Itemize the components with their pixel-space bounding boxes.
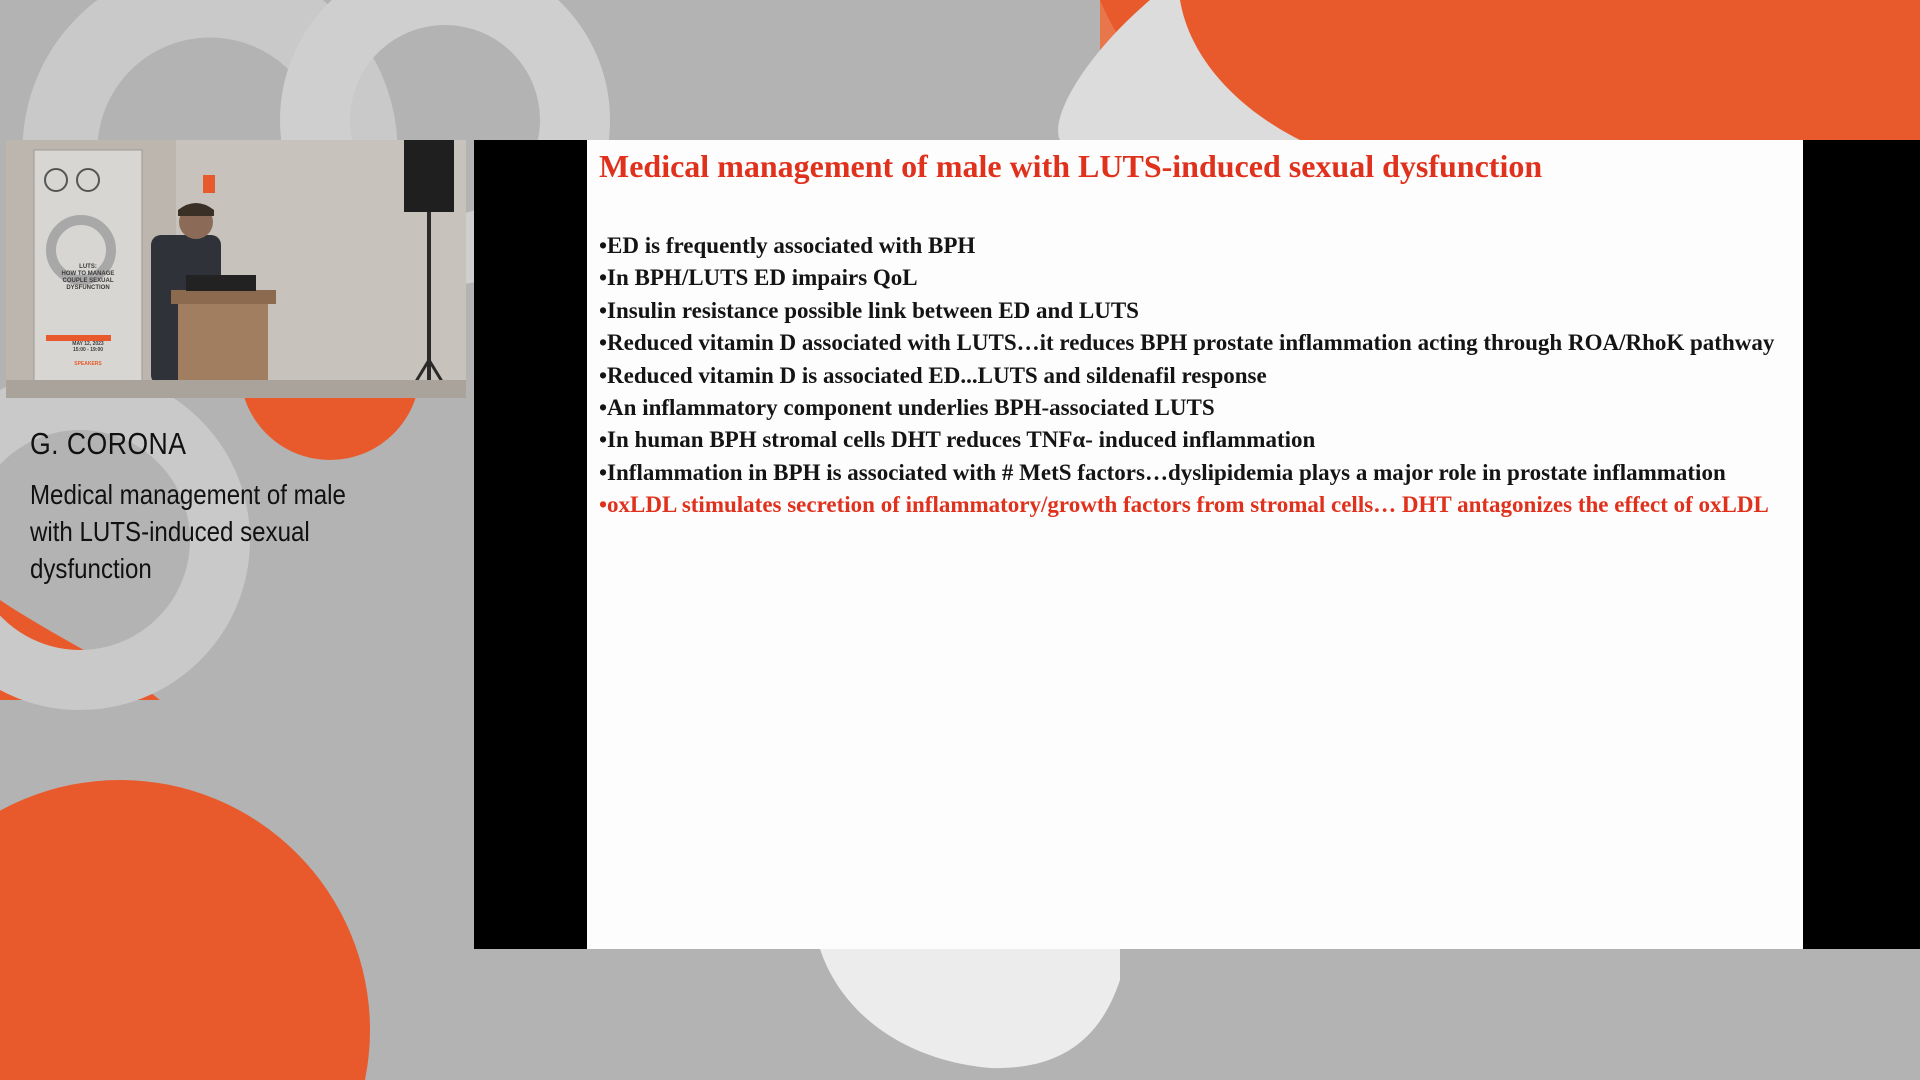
banner-speakers-label: SPEAKERS [74,361,102,367]
slide-bullet: •Inflammation in BPH is associated with # MetS factors…dyslipidemia plays a major role in prostate inflammation [599,459,1726,485]
slide-bullet: •ED is frequently associated with BPH [599,233,976,258]
slide-content [587,140,1803,949]
slide-bullet: •Insulin resistance possible link between ED and LUTS [599,297,1139,323]
slide-bullet: •Reduced vitamin D associated with LUTS…it reduces BPH prostate inflammation acting through ROA/RhoK pathway [599,330,1775,356]
banner-schedule [42,342,134,354]
slide-bullet: •An inflammatory component underlies BPH-associated LUTS [599,395,1215,421]
speaker-video-feed [6,140,466,398]
slide-bullet-highlight: •oxLDL stimulates secretion of inflammatory/growth factors from stromal cells… DHT antagonizes the effect of oxLDL [599,492,1769,518]
slide-title: Medical management of male with LUTS-induced sexual dysfunction [599,148,1543,184]
slide-bullet: •In human BPH stromal cells DHT reduces TNFα- induced inflammation [599,427,1316,453]
slide-bullet-list [599,230,1789,522]
banner-date: MAY 12, 2023 [72,341,104,347]
banner-title [42,264,134,292]
banner-line: COUPLE SEXUAL [62,277,114,284]
talk-title: Medical management of male with LUTS-induced sexual dysfunction [30,479,346,584]
banner-line: DYSFUNCTION [66,284,110,291]
banner-time: 15:00 - 19:00 [72,346,104,353]
banner-line: LUTS: [79,264,97,270]
slide-bullet: •In BPH/LUTS ED impairs QoL [599,265,918,291]
speaker-name: G. CORONA [30,426,187,461]
banner-line: HOW TO MANAGE [61,270,115,277]
slide-frame [474,140,1920,949]
slide-bullet: •Reduced vitamin D is associated ED...LUTS and sildenafil response [599,362,1267,388]
